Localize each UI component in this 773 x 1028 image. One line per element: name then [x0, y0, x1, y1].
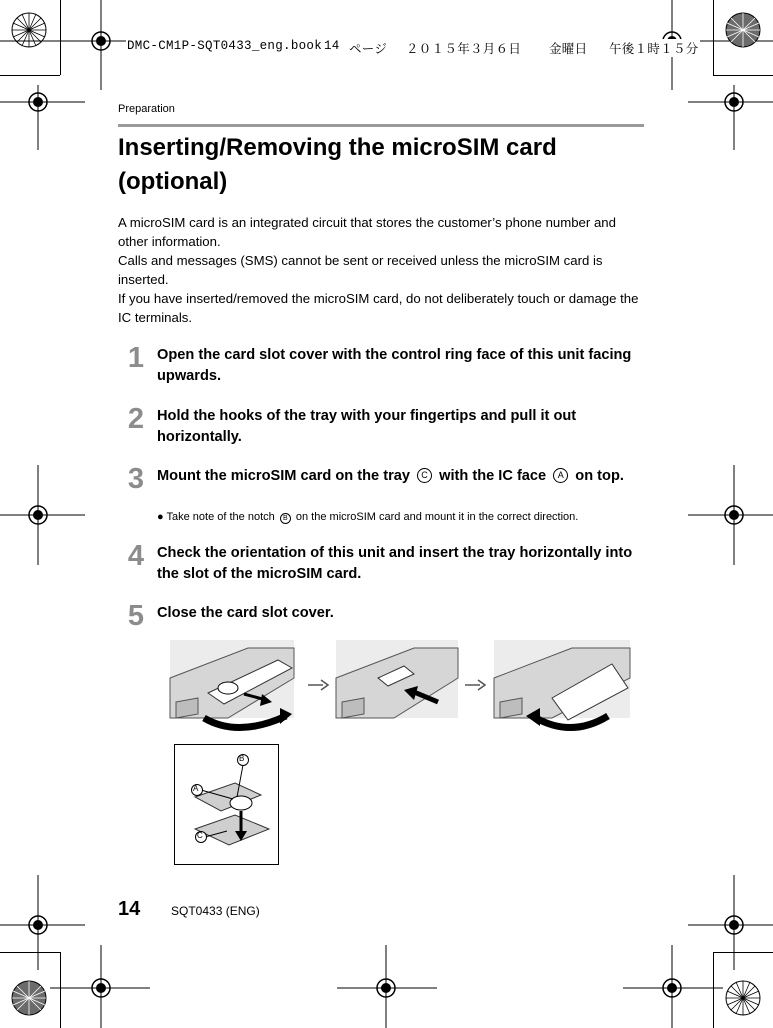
document-code: SQT0433 (ENG)	[171, 904, 260, 918]
bullet-icon: ●	[157, 511, 164, 523]
intro-paragraph: A microSIM card is an integrated circuit that stores the customer’s phone number and other information.	[118, 215, 616, 249]
tray-detail-inset	[174, 744, 279, 865]
registration-target-icon	[661, 977, 683, 999]
step-number: 1	[127, 342, 145, 374]
print-header	[60, 36, 715, 56]
label-b-callout: B	[239, 754, 245, 763]
step-number: 5	[127, 600, 145, 632]
arrow-right-icon	[464, 678, 486, 692]
step-number: 2	[127, 403, 145, 435]
step-text: Check the orientation of this unit and insert the tray horizontally into the slot of the microSIM card.	[157, 545, 633, 582]
step-note	[157, 510, 647, 524]
print-header-time: 午後１時１５分	[608, 39, 700, 57]
close-cover-illustration	[492, 638, 632, 738]
page-number: 14	[118, 898, 141, 920]
print-starburst-icon	[725, 980, 761, 1016]
step-text: Hold the hooks of the tray with your fingertips and pull it out horizontally.	[157, 408, 577, 445]
label-a-callout: A	[193, 784, 199, 793]
print-starburst-icon	[11, 980, 47, 1016]
print-header-date: ２０１５年３月６日	[405, 39, 522, 57]
print-header-weekday: 金曜日	[548, 39, 588, 57]
note-text-part: Take note of the notch	[166, 511, 275, 523]
registration-target-icon	[27, 914, 49, 936]
open-slot-illustration	[168, 638, 298, 738]
insert-tray-illustration	[334, 638, 460, 720]
registration-target-icon	[723, 504, 745, 526]
print-starburst-icon	[11, 12, 47, 48]
label-a-marker: A	[553, 468, 568, 483]
step-text	[157, 466, 647, 487]
step-text-part: with the IC face	[439, 468, 547, 484]
registration-target-icon	[90, 977, 112, 999]
note-text-part: on the microSIM card and mount it in the correct direction.	[295, 511, 579, 523]
registration-target-icon	[723, 914, 745, 936]
registration-target-icon	[723, 91, 745, 113]
print-starburst-icon	[725, 12, 761, 48]
intro-paragraph: If you have inserted/removed the microSIM card, do not deliberately touch or damage the IC terminals.	[118, 291, 639, 325]
page-title: Inserting/Removing the microSIM card (optional)	[118, 134, 557, 195]
step-text: Close the card slot cover.	[157, 605, 334, 621]
step-number: 3	[127, 463, 145, 495]
print-header-filename: DMC-CM1P-SQT0433_eng.book	[127, 39, 323, 53]
step-number: 4	[127, 540, 145, 572]
label-b-marker: B	[280, 513, 291, 524]
registration-target-icon	[375, 977, 397, 999]
intro-text	[118, 213, 644, 327]
step-text-part: Mount the microSIM card on the tray	[157, 468, 410, 484]
arrow-right-icon	[307, 678, 329, 692]
registration-target-icon	[27, 91, 49, 113]
label-c-callout: C	[197, 831, 203, 840]
section-label: Preparation	[118, 103, 175, 115]
print-header-page: 14	[324, 39, 340, 53]
print-header-page-word: ページ	[348, 39, 388, 57]
sim-tray-illustration	[175, 745, 278, 864]
step-text-part: on top.	[575, 468, 624, 484]
registration-target-icon	[27, 504, 49, 526]
step-text: Open the card slot cover with the control ring face of this unit facing upwards.	[157, 347, 632, 384]
section-divider	[118, 124, 644, 127]
intro-paragraph: Calls and messages (SMS) cannot be sent or received unless the microSIM card is inserted.	[118, 253, 603, 287]
label-c-marker: C	[417, 468, 432, 483]
